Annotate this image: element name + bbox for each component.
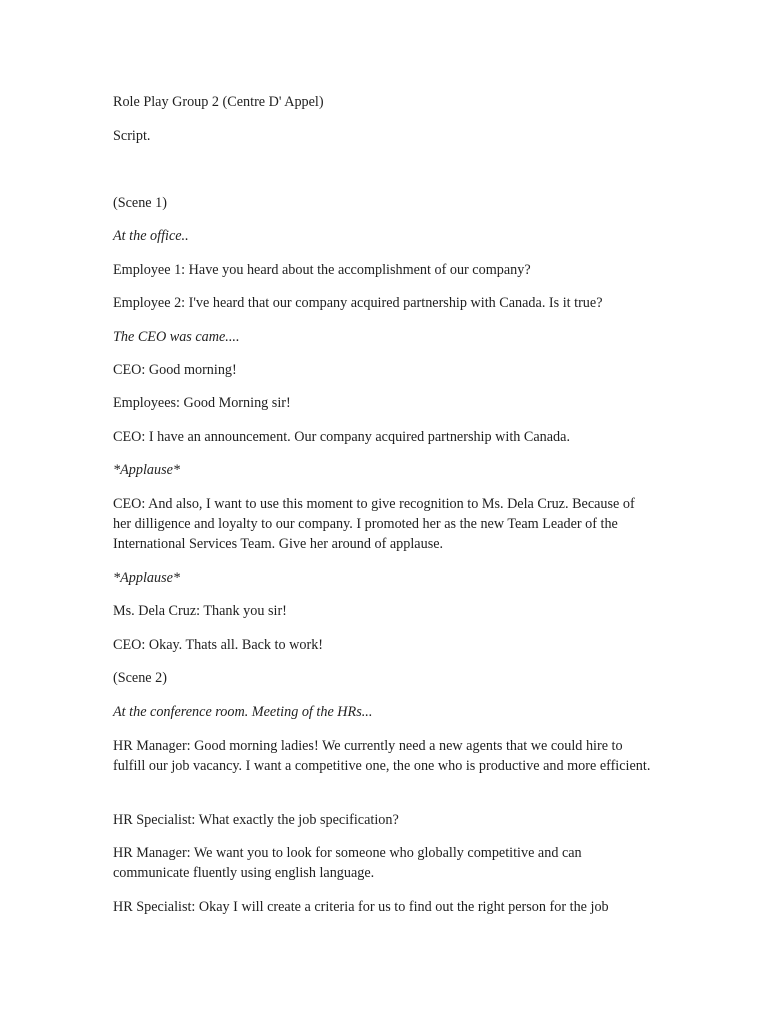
stage-direction-ceo-came: The CEO was came.... xyxy=(113,329,240,345)
line-ceo-recognition: CEO: And also, I want to use this moment to give recognition to Ms. Dela Cruz. Because of her dilligence and loyalty to our company. I promoted her as the new Team Leader of the International Services Team. Give her around of applause. xyxy=(113,496,635,552)
line-hr-specialist-criteria: HR Specialist: Okay I will create a criteria for us to find out the right person for the job xyxy=(113,899,609,915)
line-ceo-announcement: CEO: I have an announcement. Our company acquired partnership with Canada. xyxy=(113,429,570,445)
line-employee-2: Employee 2: I've heard that our company acquired partnership with Canada. Is it true? xyxy=(113,295,603,311)
applause-direction-2: *Applause* xyxy=(113,570,180,586)
line-employees-good-morning: Employees: Good Morning sir! xyxy=(113,395,291,411)
applause-direction-1: *Applause* xyxy=(113,462,180,478)
line-hr-manager-need: HR Manager: Good morning ladies! We currently need a new agents that we could hire to fulfill our job vacancy. I want a competitive one, the one who is productive and more efficient. xyxy=(113,738,651,774)
line-ceo-back-to-work: CEO: Okay. Thats all. Back to work! xyxy=(113,637,324,653)
scene-2-heading: (Scene 2) xyxy=(113,670,167,686)
line-hr-specialist-question: HR Specialist: What exactly the job specification? xyxy=(113,812,399,828)
scene-2-direction: At the conference room. Meeting of the HRs... xyxy=(113,704,373,720)
scene-1-direction: At the office.. xyxy=(113,228,189,244)
line-dela-cruz-thanks: Ms. Dela Cruz: Thank you sir! xyxy=(113,603,287,619)
line-ceo-good-morning: CEO: Good morning! xyxy=(113,362,237,378)
line-employee-1: Employee 1: Have you heard about the accomplishment of our company? xyxy=(113,262,531,278)
document-title: Role Play Group 2 (Centre D' Appel) xyxy=(113,94,324,110)
document-subtitle: Script. xyxy=(113,128,151,144)
line-hr-manager-spec: HR Manager: We want you to look for someone who globally competitive and can communicate fluently using english language. xyxy=(113,845,582,881)
scene-1-heading: (Scene 1) xyxy=(113,195,167,211)
